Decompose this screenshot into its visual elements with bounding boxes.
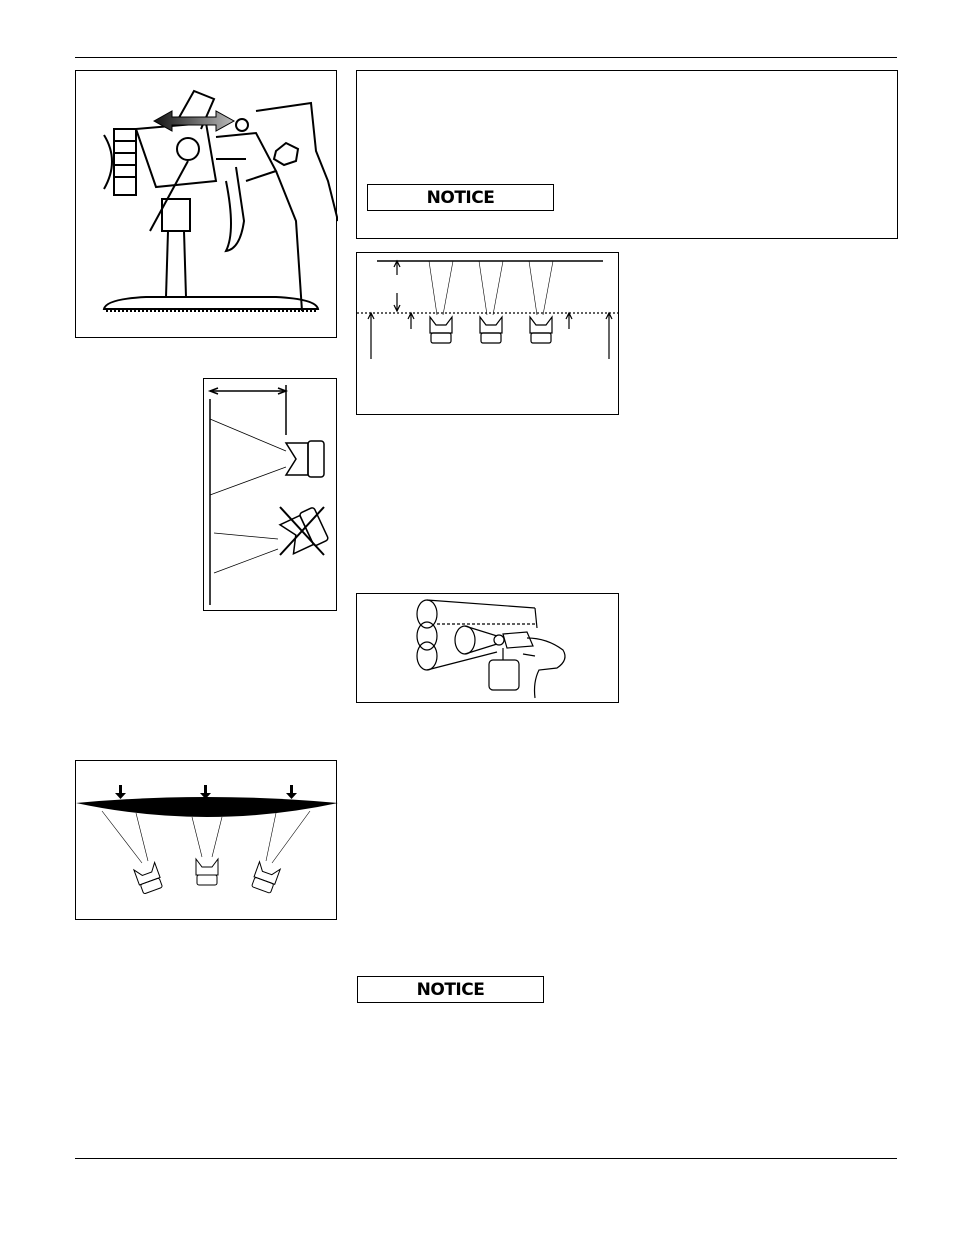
figure-overlap-pattern [356,252,619,415]
spray-gun-illustration [76,71,338,339]
figure-tip-angle [203,378,337,611]
hand-spray-gun [357,594,620,704]
figure-spray-gun-adjustment [75,70,337,338]
spray-tip-overlap-diagram [357,253,620,416]
spray-tip-side-view [204,379,338,612]
notice-label-bottom: NOTICE [357,976,544,1003]
figure-arcing-pattern [75,760,337,920]
figure-spray-stroke [356,593,619,703]
notice-text-box [356,70,898,239]
header-rule [75,57,897,58]
footer-rule [75,1158,897,1159]
notice-label-top: NOTICE [367,184,554,211]
spray-tip-arc-diagram [76,761,338,921]
